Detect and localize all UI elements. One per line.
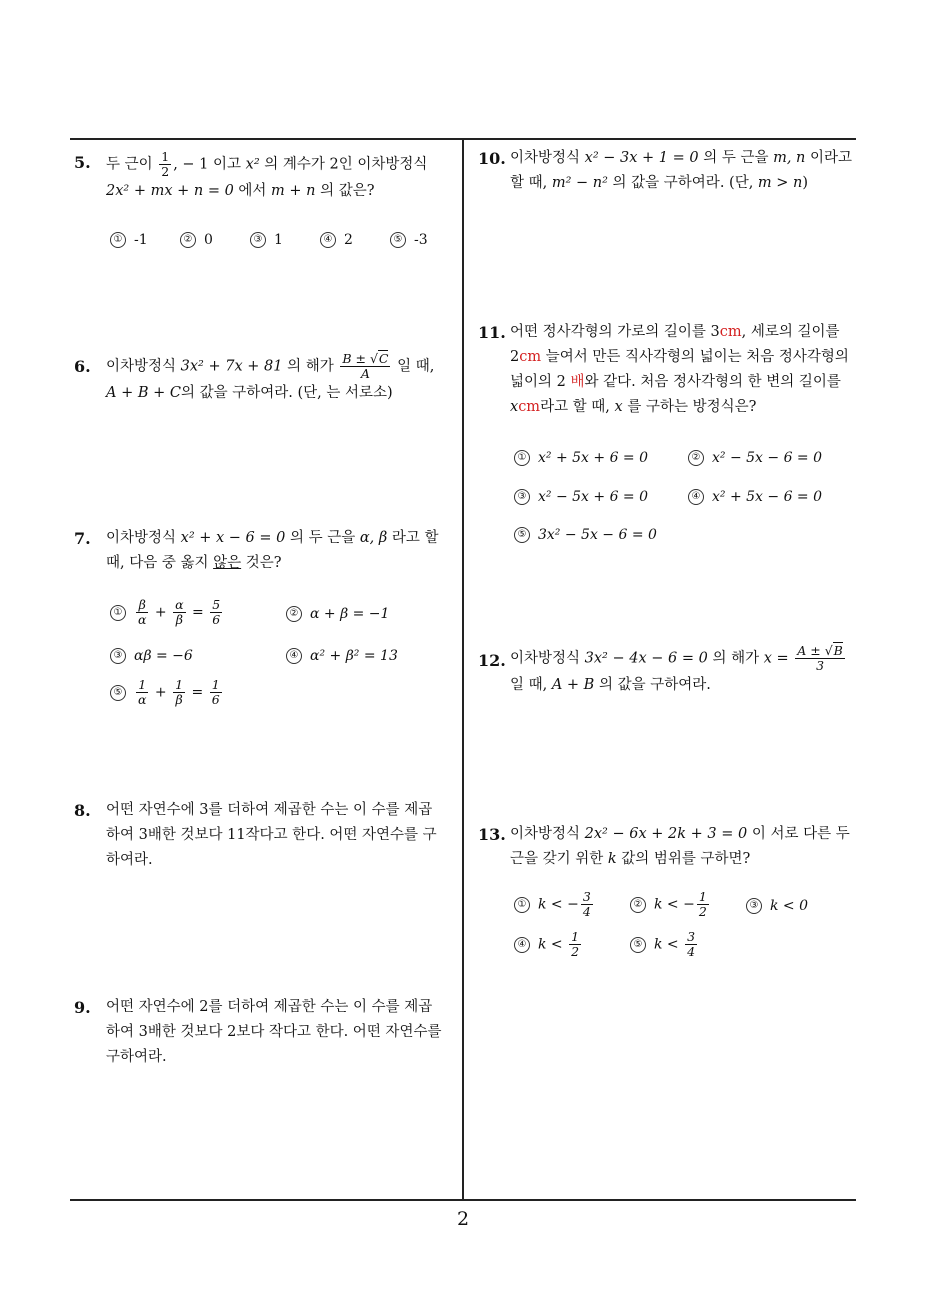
choice-4[interactable]: ④ k < $\frac{1}{2}$ xyxy=(514,930,583,959)
question-line: 이차방정식 x² − 3x + 1 = 0 의 두 근을 m, n 이라고 xyxy=(510,150,853,166)
question-line: xcm라고 할 때, x 를 구하는 방정식은? xyxy=(510,399,757,415)
fraction: $\frac{1}{2}$ xyxy=(161,149,170,179)
question-number: 13. xyxy=(478,825,506,844)
question-line: 근을 갖기 위한 k 값의 범위를 구하면? xyxy=(510,851,751,867)
question-7 xyxy=(74,526,459,576)
question-line: 할 때, m² − n² 의 값을 구하여라. (단, m > n) xyxy=(510,175,809,191)
choice-1[interactable]: ① $\frac{\beta}{\alpha}$ + $\frac{\alpha}{\beta}$ = $\frac{5}{6}$ xyxy=(110,598,224,627)
question-line: 이차방정식 2x² − 6x + 2k + 3 = 0 이 서로 다른 두 xyxy=(510,826,850,842)
question-number: 11. xyxy=(478,323,506,342)
choice-5[interactable]: ⑤ -3 xyxy=(390,232,428,248)
question-13 xyxy=(478,822,858,872)
question-line: A + B + C의 값을 구하여라. (단, 는 서로소) xyxy=(106,385,393,401)
question-line: 하여라. xyxy=(106,852,153,868)
choice-4[interactable]: ④ α² + β² = 13 xyxy=(286,648,398,664)
question-number: 9. xyxy=(74,998,91,1017)
question-number: 8. xyxy=(74,801,91,820)
fraction: $\frac{B \pm √C}{A}$ xyxy=(342,351,389,381)
choice-5[interactable]: ⑤ 3x² − 5x − 6 = 0 xyxy=(514,527,657,543)
choice-4[interactable]: ④ 2 xyxy=(320,232,353,248)
question-6 xyxy=(74,352,459,406)
choice-1[interactable]: ① -1 xyxy=(110,232,148,248)
question-line: 2x² + mx + n = 0 에서 m + n 의 값은? xyxy=(106,183,375,199)
question-line: 구하여라. xyxy=(106,1049,167,1065)
question-line: 이차방정식 3x² − 4x − 6 = 0 의 해가 x = $\frac{A \pm √B}{3}$ xyxy=(510,643,843,673)
fraction: $\frac{A \pm √B}{3}$ xyxy=(797,643,843,673)
bottom-rule xyxy=(70,1199,856,1201)
choice-3[interactable]: ③ k < 0 xyxy=(746,898,808,914)
question-line: 넓이의 2 배와 같다. 처음 정사각형의 한 변의 길이를 xyxy=(510,374,841,390)
question-number: 6. xyxy=(74,357,91,376)
question-10 xyxy=(478,146,858,196)
question-5 xyxy=(74,150,459,204)
question-8 xyxy=(74,798,459,873)
question-number: 10. xyxy=(478,149,506,168)
choice-1[interactable]: ① k < − $\frac{3}{4}$ xyxy=(514,890,595,919)
choice-5[interactable]: ⑤ k < $\frac{3}{4}$ xyxy=(630,930,699,959)
question-line: 때, 다음 중 옳지 않은 것은? xyxy=(106,555,282,571)
question-number: 7. xyxy=(74,529,91,548)
question-number: 12. xyxy=(478,651,506,670)
choice-3[interactable]: ③ x² − 5x + 6 = 0 xyxy=(514,489,648,505)
question-line: 두 근이 $\frac{1}{2}$ , − 1 이고 x² 의 계수가 2인 이차방정식 xyxy=(106,149,428,179)
question-line: 2cm 늘여서 만든 직사각형의 넓이는 처음 정사각형의 xyxy=(510,349,849,365)
question-line: 이차방정식 3x² + 7x + 81 의 해가 $\frac{B \pm √C}{A}$ 일 때, xyxy=(106,351,435,381)
question-11 xyxy=(478,320,858,420)
question-line: 어떤 자연수에 3를 더하여 제곱한 수는 이 수를 제곱 xyxy=(106,802,433,818)
choice-2[interactable]: ② 0 xyxy=(180,232,213,248)
question-line: 이차방정식 x² + x − 6 = 0 의 두 근을 α, β 라고 할 xyxy=(106,530,439,546)
choice-3[interactable]: ③ 1 xyxy=(250,232,283,248)
choice-4[interactable]: ④ x² + 5x − 6 = 0 xyxy=(688,489,822,505)
choice-2[interactable]: ② x² − 5x − 6 = 0 xyxy=(688,450,822,466)
question-9 xyxy=(74,995,459,1070)
question-number: 5. xyxy=(74,153,91,172)
question-line: 어떤 정사각형의 가로의 길이를 3cm, 세로의 길이를 xyxy=(510,324,840,340)
choice-5[interactable]: ⑤ $\frac{1}{\alpha}$ + $\frac{1}{\beta}$ = $\frac{1}{6}$ xyxy=(110,678,224,707)
choice-1[interactable]: ① x² + 5x + 6 = 0 xyxy=(514,450,648,466)
question-line: 일 때, A + B 의 값을 구하여라. xyxy=(510,677,711,693)
question-12 xyxy=(478,644,860,698)
question-line: 하여 3배한 것보다 11작다고 한다. 어떤 자연수를 구 xyxy=(106,827,437,843)
question-line: 하여 3배한 것보다 2보다 작다고 한다. 어떤 자연수를 xyxy=(106,1024,442,1040)
page-number: 2 xyxy=(456,1208,470,1230)
question-line: 어떤 자연수에 2를 더하여 제곱한 수는 이 수를 제곱 xyxy=(106,999,433,1015)
choice-2[interactable]: ② α + β = −1 xyxy=(286,606,389,622)
choice-2[interactable]: ② k < − $\frac{1}{2}$ xyxy=(630,890,711,919)
column-divider xyxy=(462,139,464,1200)
choice-3[interactable]: ③ αβ = −6 xyxy=(110,648,193,664)
